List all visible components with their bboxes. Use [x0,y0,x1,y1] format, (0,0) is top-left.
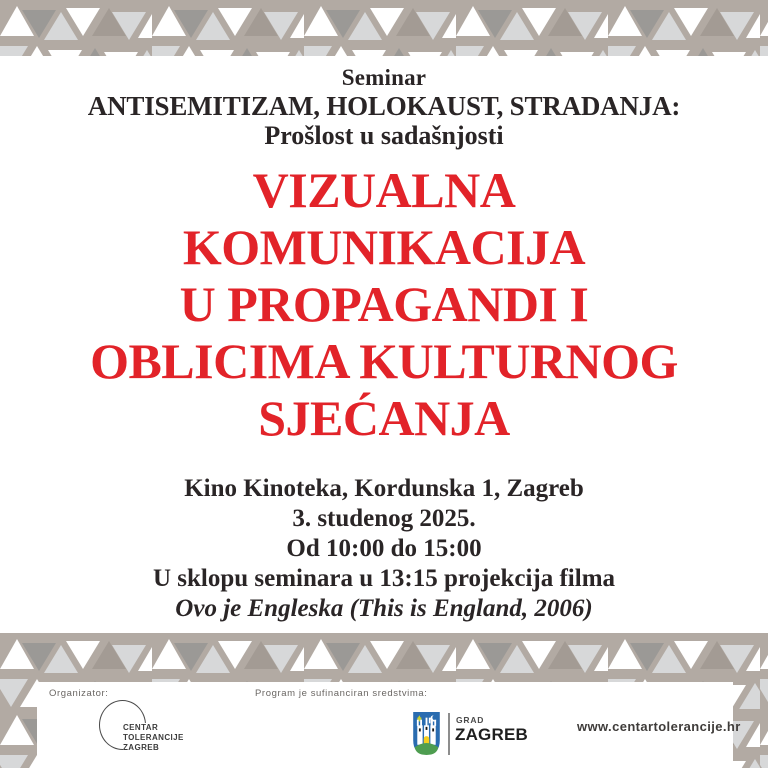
grad-label: GRAD [456,715,485,725]
centar-logo-line-3: ZAGREB [123,742,160,752]
time-line: Od 10:00 do 15:00 [286,535,482,562]
organizer-label: Organizator: [49,688,109,699]
event-details [0,474,768,624]
main-title-line-3: U PROPAGANDI I [179,276,589,332]
centar-tolerancije-logo-text [123,723,186,752]
poster-content [0,56,768,624]
centar-logo-line-2: TOLERANCIJE [123,732,184,742]
zagreb-logo-divider [448,713,450,755]
main-title-line-5: SJEĆANJA [258,390,510,446]
main-title-line-4: OBLICIMA KULTURNOG [90,333,678,389]
zagreb-label: ZAGREB [455,725,528,744]
main-title-line-2: KOMUNIKACIJA [182,219,586,275]
film-title-line: Ovo je Engleska (This is England, 2006) [175,595,593,622]
film-note-line: U sklopu seminara u 13:15 projekcija filma [152,565,616,592]
date-line: 3. studenog 2025. [292,505,476,532]
seminar-title: ANTISEMITIZAM, HOLOKAUST, STRADANJA: [87,91,681,121]
footer-card [37,682,741,768]
funding-label: Program je sufinanciran sredstvima: [255,688,428,699]
venue-line: Kino Kinoteka, Kordunska 1, Zagreb [184,475,584,502]
zagreb-coat-of-arms-icon [412,711,441,756]
triangle-pattern-band-top [0,0,768,56]
centar-logo-line-1: CENTAR [123,723,159,732]
main-title [0,162,768,447]
seminar-subtitle: Prošlost u sadašnjosti [264,121,504,150]
website-link[interactable]: www.centartolerancije.hr [577,719,741,734]
seminar-kicker: Seminar [341,65,427,90]
main-title-line-1: VIZUALNA [252,162,516,218]
